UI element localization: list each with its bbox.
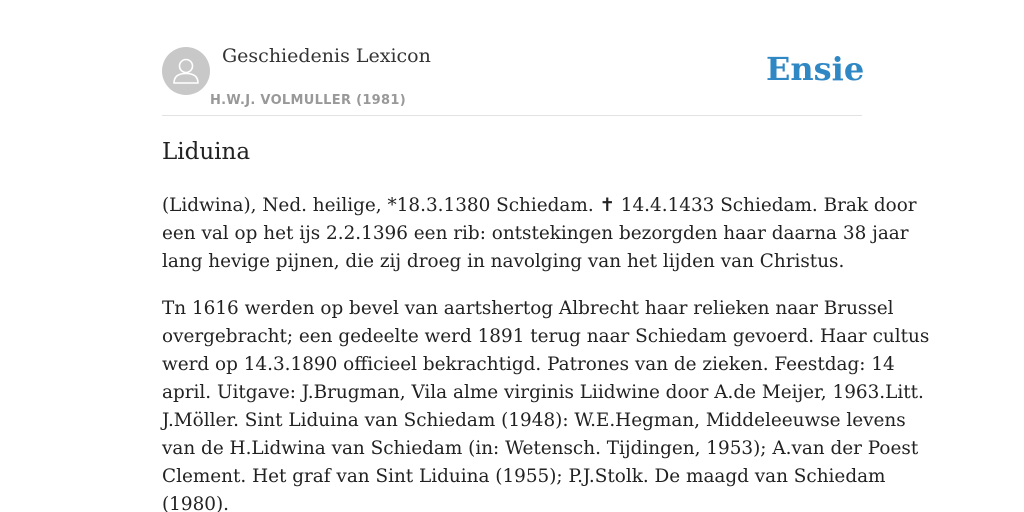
- text-line: werd op 14.3.1890 officieel bekrachtigd. Patrones van de zieken. Feestdag: 14: [162, 354, 895, 375]
- paragraph-spacer: [162, 276, 867, 295]
- paragraph-2: [162, 295, 930, 512]
- text-line: van de H.Lidwina van Schiedam (in: Wetensch. Tijdingen, 1953); A.van der Poest: [162, 438, 919, 459]
- site-logo[interactable]: Ensie: [766, 50, 865, 88]
- author-avatar: [162, 47, 210, 95]
- text-line: overgebracht; een gedeelte werd 1891 terug naar Schiedam gevoerd. Haar cultus: [162, 326, 930, 347]
- paragraph-1: [162, 192, 917, 276]
- text-line: Tn 1616 werden op bevel van aartshertog Albrecht haar relieken naar Brussel: [162, 298, 894, 319]
- text-line: Clement. Het graf van Sint Liduina (1955); P.J.Stolk. De maagd van Schiedam: [162, 466, 886, 487]
- source-author[interactable]: H.W.J. VOLMULLER (1981): [210, 93, 406, 108]
- text-line: lang hevige pijnen, die zij droeg in navolging van het lijden van Christus.: [162, 251, 845, 272]
- text-line: (1980).: [162, 494, 229, 512]
- source-title[interactable]: Geschiedenis Lexicon: [222, 45, 431, 67]
- header-divider: [162, 115, 862, 116]
- article-body: [162, 192, 930, 512]
- user-silhouette-icon: [162, 47, 210, 95]
- text-line: (Lidwina), Ned. heilige, *18.3.1380 Schiedam. ✝ 14.4.1433 Schiedam. Brak door: [162, 195, 917, 216]
- text-line: een val op het ijs 2.2.1396 een rib: ontstekingen bezorgden haar daarna 38 jaar: [162, 223, 909, 244]
- text-line: april. Uitgave: J.Brugman, Vila alme virginis Liidwine door A.de Meijer, 1963.Litt.: [162, 382, 924, 403]
- text-line: J.Möller. Sint Liduina van Schiedam (1948): W.E.Hegman, Middeleeuwse levens: [162, 410, 906, 431]
- page-title: Liduina: [162, 139, 251, 165]
